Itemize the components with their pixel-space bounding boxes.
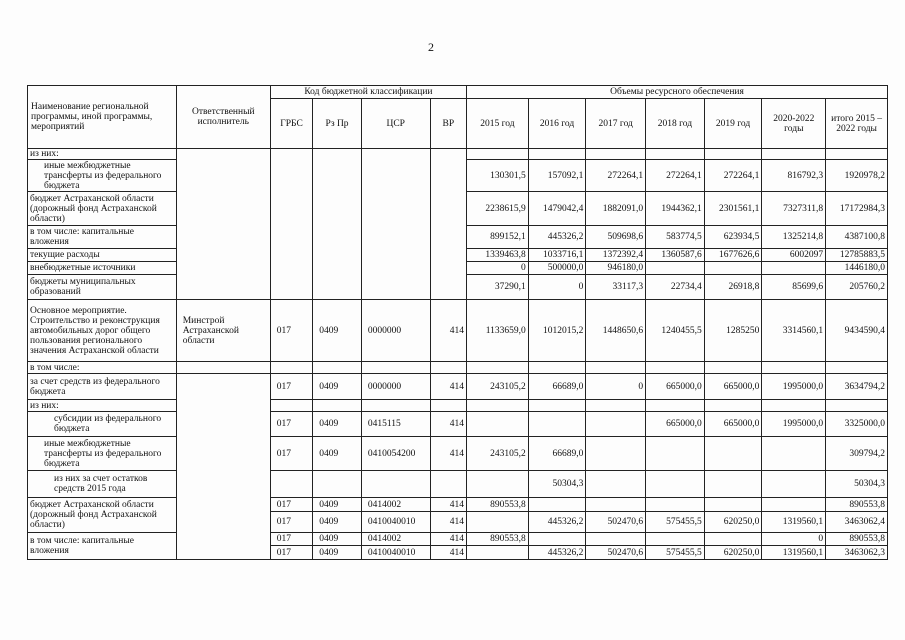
value-2018 — [646, 533, 705, 546]
value-2017: 509698,6 — [586, 226, 646, 249]
value-2017: 272264,1 — [586, 160, 646, 192]
value-2015: 0 — [467, 262, 529, 275]
value-total: 3325000,0 — [826, 412, 888, 437]
value-2015 — [467, 546, 529, 560]
row-name: иные межбюджетные трансферты из федерального бюджета — [28, 160, 177, 192]
value-2015 — [467, 412, 529, 437]
table-row — [28, 437, 888, 471]
row-name: Основное мероприятие. Строительство и реконструкция автомобильных дорог общего пользования регионального значения Астраханской области — [28, 300, 177, 362]
header-budget-code: Код бюджетной классификации — [270, 86, 466, 99]
value-2015 — [467, 362, 529, 374]
value-2018 — [646, 498, 705, 512]
value-2020-2022: 1995000,0 — [762, 412, 826, 437]
row-name: субсидии из федерального бюджета — [28, 412, 177, 437]
value-2017 — [586, 533, 646, 546]
rzpr-cell: 0409 — [313, 533, 362, 546]
value-total — [826, 400, 888, 412]
page-number: 2 — [428, 40, 434, 54]
value-2019 — [704, 262, 762, 275]
header-2016: 2016 год — [528, 99, 586, 149]
value-total — [826, 149, 888, 160]
value-2019: 665000,0 — [704, 374, 762, 400]
value-2016: 445326,2 — [528, 226, 586, 249]
value-2018: 272264,1 — [646, 160, 705, 192]
value-2016: 500000,0 — [528, 262, 586, 275]
grbs-cell: 017 — [270, 546, 312, 560]
value-2019 — [704, 498, 762, 512]
value-2018: 575455,5 — [646, 546, 705, 560]
value-2017: 946180,0 — [586, 262, 646, 275]
header-2020-2022: 2020-2022 годы — [762, 99, 826, 149]
value-total: 3634794,2 — [826, 374, 888, 400]
value-2018: 665000,0 — [646, 412, 705, 437]
value-2019: 620250,0 — [704, 512, 762, 533]
header-2018: 2018 год — [646, 99, 705, 149]
vr-cell — [430, 149, 466, 300]
header-rzpr: Рз Пр — [313, 99, 362, 149]
grbs-cell: 017 — [270, 374, 312, 400]
value-2016 — [528, 412, 586, 437]
value-2016: 1012015,2 — [528, 300, 586, 362]
vr-cell — [430, 362, 466, 374]
value-total: 1446180,0 — [826, 262, 888, 275]
row-name: из них за счет остатков средств 2015 года — [28, 471, 177, 498]
value-2020-2022 — [762, 498, 826, 512]
table-row — [28, 300, 888, 362]
vr-cell: 414 — [430, 512, 466, 533]
rzpr-cell: 0409 — [313, 437, 362, 471]
value-2020-2022: 816792,3 — [762, 160, 826, 192]
table-row — [28, 149, 888, 160]
value-2017: 1448650,6 — [586, 300, 646, 362]
value-2019 — [704, 149, 762, 160]
value-2017 — [586, 149, 646, 160]
value-2018 — [646, 362, 705, 374]
value-2019 — [704, 471, 762, 498]
grbs-cell — [270, 149, 312, 300]
value-2016 — [528, 533, 586, 546]
vr-cell — [430, 471, 466, 498]
value-2018: 583774,5 — [646, 226, 705, 249]
value-2020-2022: 1319560,1 — [762, 512, 826, 533]
value-2019: 665000,0 — [704, 412, 762, 437]
row-name: из них: — [28, 149, 177, 160]
header-grbs: ГРБС — [270, 99, 312, 149]
header-csr: ЦСР — [361, 99, 430, 149]
vr-cell — [430, 400, 466, 412]
header-vr: ВР — [430, 99, 466, 149]
header-2015: 2015 год — [467, 99, 529, 149]
value-2020-2022: 3314560,1 — [762, 300, 826, 362]
vr-cell: 414 — [430, 374, 466, 400]
value-2019: 272264,1 — [704, 160, 762, 192]
csr-cell: 0410040010 — [361, 546, 430, 560]
value-2016 — [528, 149, 586, 160]
csr-cell — [361, 362, 430, 374]
value-total: 1920978,2 — [826, 160, 888, 192]
table-row — [28, 471, 888, 498]
row-name: бюджет Астраханской области (дорожный фонд Астраханской области) — [28, 498, 177, 533]
rzpr-cell — [313, 362, 362, 374]
value-2018 — [646, 262, 705, 275]
csr-cell: 0410054200 — [361, 437, 430, 471]
value-2020-2022: 0 — [762, 533, 826, 546]
value-2020-2022 — [762, 400, 826, 412]
value-2015: 890553,8 — [467, 533, 529, 546]
table-row — [28, 362, 888, 374]
value-total: 3463062,4 — [826, 512, 888, 533]
table-row — [28, 498, 888, 512]
value-2015: 1339463,8 — [467, 249, 529, 262]
value-2016: 445326,2 — [528, 546, 586, 560]
value-2018: 575455,5 — [646, 512, 705, 533]
vr-cell: 414 — [430, 412, 466, 437]
value-2016: 50304,3 — [528, 471, 586, 498]
value-2015 — [467, 512, 529, 533]
value-2017: 502470,6 — [586, 546, 646, 560]
csr-cell: 0415115 — [361, 412, 430, 437]
value-2019 — [704, 400, 762, 412]
value-2016 — [528, 498, 586, 512]
value-2020-2022 — [762, 262, 826, 275]
rzpr-cell: 0409 — [313, 374, 362, 400]
row-name: бюджеты муниципальных образований — [28, 275, 177, 300]
value-2020-2022: 1319560,1 — [762, 546, 826, 560]
value-2020-2022 — [762, 362, 826, 374]
rzpr-cell: 0409 — [313, 512, 362, 533]
value-total: 17172984,3 — [826, 192, 888, 226]
row-name: в том числе: капитальные вложения — [28, 533, 177, 560]
row-name: текущие расходы — [28, 249, 177, 262]
vr-cell: 414 — [430, 300, 466, 362]
header-total: итого 2015 – 2022 годы — [826, 99, 888, 149]
table-row — [28, 533, 888, 546]
value-2016: 0 — [528, 275, 586, 300]
row-name: из них: — [28, 400, 177, 412]
responsible-cell: Минстрой Астраханской области — [176, 300, 270, 362]
rzpr-cell: 0409 — [313, 498, 362, 512]
value-2019 — [704, 437, 762, 471]
row-name: в том числе: капитальные вложения — [28, 226, 177, 249]
value-2016 — [528, 400, 586, 412]
value-2017: 1372392,4 — [586, 249, 646, 262]
grbs-cell: 017 — [270, 533, 312, 546]
value-2015: 1133659,0 — [467, 300, 529, 362]
value-2018: 665000,0 — [646, 374, 705, 400]
value-2016: 66689,0 — [528, 374, 586, 400]
grbs-cell: 017 — [270, 412, 312, 437]
header-resources: Объемы ресурсного обеспечения — [467, 86, 888, 99]
value-2017: 502470,6 — [586, 512, 646, 533]
value-total: 50304,3 — [826, 471, 888, 498]
value-2018: 22734,4 — [646, 275, 705, 300]
value-2015: 890553,8 — [467, 498, 529, 512]
value-2020-2022: 7327311,8 — [762, 192, 826, 226]
header-2017: 2017 год — [586, 99, 646, 149]
value-2015: 37290,1 — [467, 275, 529, 300]
grbs-cell: 017 — [270, 300, 312, 362]
value-total: 3463062,3 — [826, 546, 888, 560]
value-2020-2022: 6002097 — [762, 249, 826, 262]
value-2017 — [586, 437, 646, 471]
row-name: в том числе: — [28, 362, 177, 374]
grbs-cell — [270, 471, 312, 498]
csr-cell — [361, 149, 430, 300]
responsible-cell — [176, 374, 270, 560]
value-2015: 243105,2 — [467, 374, 529, 400]
value-2016: 1033716,1 — [528, 249, 586, 262]
value-2016: 66689,0 — [528, 437, 586, 471]
value-2015 — [467, 471, 529, 498]
value-2017 — [586, 400, 646, 412]
row-name: бюджет Астраханской области (дорожный фонд Астраханской области) — [28, 192, 177, 226]
value-2020-2022 — [762, 471, 826, 498]
value-2020-2022: 1995000,0 — [762, 374, 826, 400]
value-total — [826, 362, 888, 374]
vr-cell: 414 — [430, 498, 466, 512]
value-2015: 243105,2 — [467, 437, 529, 471]
value-2015 — [467, 149, 529, 160]
grbs-cell: 017 — [270, 512, 312, 533]
value-2018 — [646, 437, 705, 471]
csr-cell: 0000000 — [361, 374, 430, 400]
rzpr-cell — [313, 400, 362, 412]
value-2019: 26918,8 — [704, 275, 762, 300]
value-2016: 157092,1 — [528, 160, 586, 192]
responsible-cell — [176, 149, 270, 300]
value-2017: 33117,3 — [586, 275, 646, 300]
value-2018 — [646, 400, 705, 412]
rzpr-cell — [313, 471, 362, 498]
grbs-cell: 017 — [270, 498, 312, 512]
value-total: 4387100,8 — [826, 226, 888, 249]
budget-table — [27, 85, 888, 560]
value-2017 — [586, 362, 646, 374]
responsible-cell — [176, 362, 270, 374]
vr-cell: 414 — [430, 546, 466, 560]
value-total: 890553,8 — [826, 533, 888, 546]
value-2020-2022: 1325214,8 — [762, 226, 826, 249]
grbs-cell: 017 — [270, 437, 312, 471]
value-2019: 623934,5 — [704, 226, 762, 249]
value-2018: 1360587,6 — [646, 249, 705, 262]
grbs-cell — [270, 362, 312, 374]
value-2020-2022 — [762, 437, 826, 471]
value-2017 — [586, 471, 646, 498]
rzpr-cell: 0409 — [313, 546, 362, 560]
table-row — [28, 400, 888, 412]
value-total: 309794,2 — [826, 437, 888, 471]
value-total: 12785883,5 — [826, 249, 888, 262]
value-total: 9434590,4 — [826, 300, 888, 362]
header-responsible: Ответственный исполнитель — [176, 86, 270, 149]
value-2019 — [704, 533, 762, 546]
csr-cell: 0414002 — [361, 498, 430, 512]
value-2017: 1882091,0 — [586, 192, 646, 226]
value-2015: 2238615,9 — [467, 192, 529, 226]
value-2019: 1677626,6 — [704, 249, 762, 262]
csr-cell — [361, 400, 430, 412]
header-name: Наименование региональной программы, иной программы, мероприятий — [28, 86, 177, 149]
value-2020-2022 — [762, 149, 826, 160]
csr-cell: 0410040010 — [361, 512, 430, 533]
rzpr-cell: 0409 — [313, 412, 362, 437]
value-2018 — [646, 149, 705, 160]
rzpr-cell: 0409 — [313, 300, 362, 362]
value-2016: 1479042,4 — [528, 192, 586, 226]
csr-cell: 0000000 — [361, 300, 430, 362]
value-2017 — [586, 498, 646, 512]
value-2019: 620250,0 — [704, 546, 762, 560]
value-2015 — [467, 400, 529, 412]
value-total: 205760,2 — [826, 275, 888, 300]
value-2020-2022: 85699,6 — [762, 275, 826, 300]
value-2015: 130301,5 — [467, 160, 529, 192]
rzpr-cell — [313, 149, 362, 300]
value-2015: 899152,1 — [467, 226, 529, 249]
grbs-cell — [270, 400, 312, 412]
vr-cell: 414 — [430, 437, 466, 471]
value-2017 — [586, 412, 646, 437]
vr-cell: 414 — [430, 533, 466, 546]
table-row — [28, 412, 888, 437]
csr-cell — [361, 471, 430, 498]
value-2018: 1944362,1 — [646, 192, 705, 226]
value-2016: 445326,2 — [528, 512, 586, 533]
row-name: иные межбюджетные трансферты из федерального бюджета — [28, 437, 177, 471]
csr-cell: 0414002 — [361, 533, 430, 546]
value-2016 — [528, 362, 586, 374]
table-row — [28, 374, 888, 400]
value-total: 890553,8 — [826, 498, 888, 512]
row-name: за счет средств из федерального бюджета — [28, 374, 177, 400]
value-2018: 1240455,5 — [646, 300, 705, 362]
value-2017: 0 — [586, 374, 646, 400]
row-name: внебюджетные источники — [28, 262, 177, 275]
value-2019: 2301561,1 — [704, 192, 762, 226]
value-2019 — [704, 362, 762, 374]
value-2018 — [646, 471, 705, 498]
header-2019: 2019 год — [704, 99, 762, 149]
value-2019: 1285250 — [704, 300, 762, 362]
